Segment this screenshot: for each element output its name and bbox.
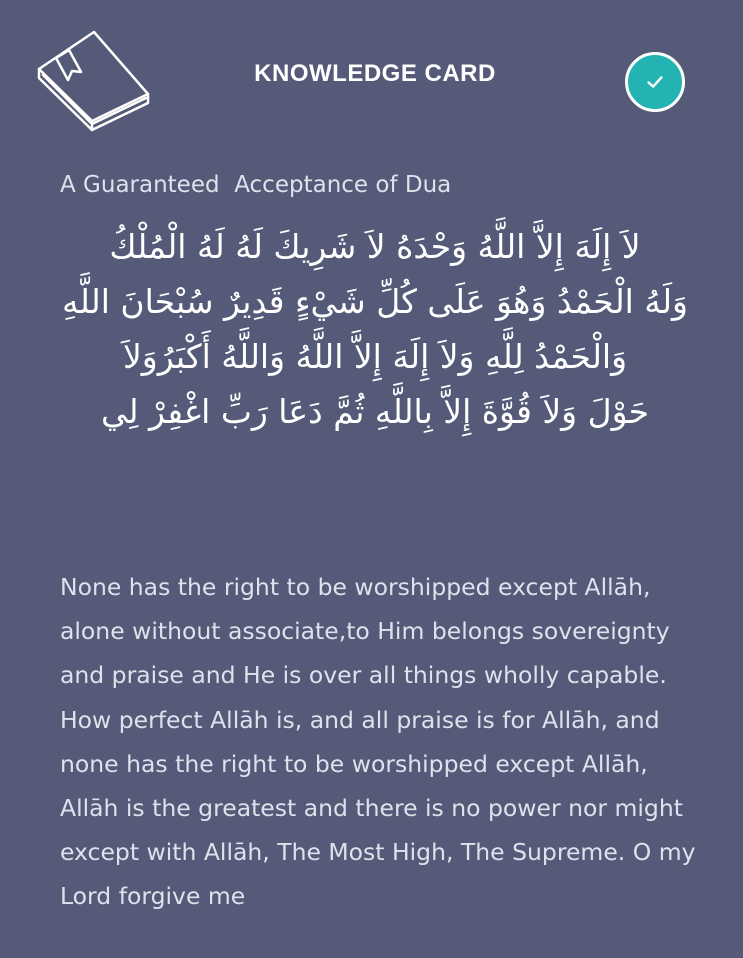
- page-title: KNOWLEDGE CARD: [254, 60, 496, 87]
- arabic-line: لاَ إِلَهَ إِلاَّ اللَّهُ وَحْدَهُ لاَ شَرِيكَ لَهُ لَهُ الْمُلْكُ: [109, 227, 641, 266]
- arabic-dua-text: [55, 222, 695, 442]
- book-bookmark-icon: [34, 24, 154, 134]
- translation-text: None has the right to be worshipped except Allāh, alone without associate,to Him belongs sovereignty and praise and He is over all things wholly capable. How perfect Allāh is, and all praise is for Allāh, and none has the right to be worshipped except Allāh, Allāh is the greatest and there is no power nor might except with Allāh, The Most High, The Supreme. O my Lord forgive me: [60, 573, 696, 911]
- card-header: [0, 0, 743, 160]
- arabic-line: حَوْلَ وَلاَ قُوَّةَ إِلاَّ بِاللَّهِ ثُمَّ دَعَا رَبِّ اغْفِرْ لِي: [100, 392, 650, 431]
- arabic-line: وَلَهُ الْحَمْدُ وَهُوَ عَلَى كُلِّ شَيْءٍ قَدِيرٌ سُبْحَانَ اللَّهِ: [62, 282, 688, 321]
- mark-complete-button[interactable]: [625, 52, 685, 112]
- checkmark-icon: [644, 71, 666, 93]
- arabic-line: وَالْحَمْدُ لِلَّهِ وَلاَ إِلَهَ إِلاَّ اللَّهُ وَاللَّهُ أَكْبَرُوَلاَ: [122, 337, 628, 376]
- card-subtitle: A Guaranteed Acceptance of Dua: [60, 172, 452, 198]
